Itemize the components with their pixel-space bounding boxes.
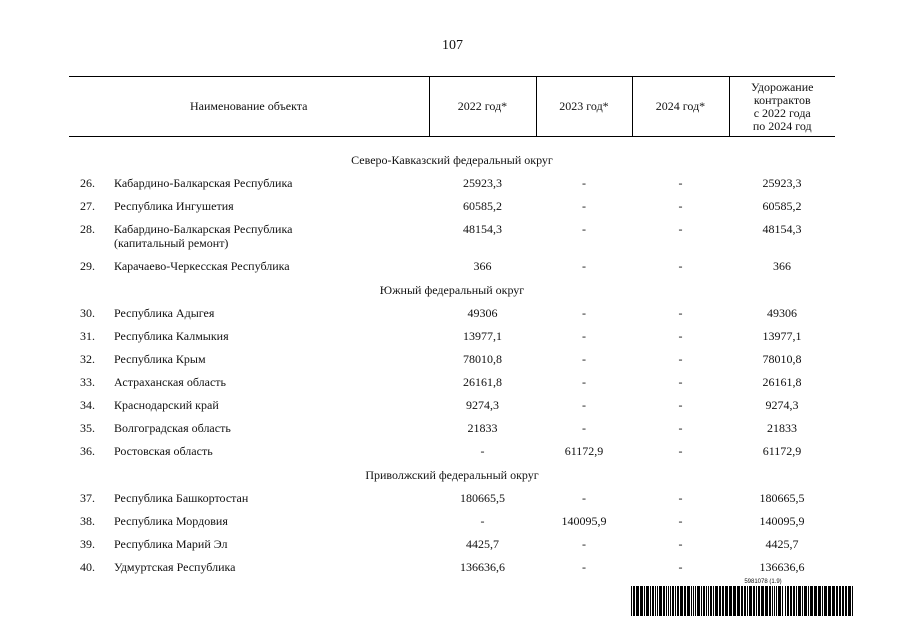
barcode-bar <box>687 586 690 616</box>
row-number: 32. <box>80 352 95 366</box>
row-number: 27. <box>80 199 95 213</box>
barcode-bar <box>680 586 683 616</box>
header-increase-line: контрактов <box>753 92 811 107</box>
barcode-bar <box>824 586 827 616</box>
value-increase: 180665,5 <box>759 491 805 505</box>
object-name-line: Карачаево-Черкесская Республика <box>114 259 290 273</box>
barcode-bar <box>684 586 686 616</box>
value-2024: - <box>678 491 683 505</box>
barcode-bar <box>633 586 635 616</box>
barcode-bar <box>744 586 746 616</box>
barcode-bar <box>659 586 662 616</box>
barcode-bar <box>657 586 658 616</box>
table-row <box>69 419 835 442</box>
barcode-bar <box>785 586 786 616</box>
value-2023: - <box>582 222 586 236</box>
barcode-bar <box>776 586 777 616</box>
table-row <box>69 512 835 535</box>
value-increase: 366 <box>773 259 791 273</box>
barcode-bar <box>769 586 771 616</box>
barcode-bar <box>848 586 851 616</box>
barcode-bar <box>782 586 783 616</box>
barcode-bar <box>691 586 692 616</box>
barcode-bar <box>828 586 831 616</box>
value-2024: - <box>678 398 683 412</box>
row-number: 40. <box>80 560 95 574</box>
object-name-line: Астраханская область <box>114 375 226 389</box>
value-2024: - <box>678 176 683 190</box>
value-2024: - <box>678 352 683 366</box>
barcode-bar <box>818 586 821 616</box>
object-name <box>110 535 429 558</box>
barcode-bar <box>729 586 732 616</box>
barcode-image <box>630 586 856 616</box>
value-2022: 78010,8 <box>463 352 502 366</box>
value-2022: 136636,6 <box>460 560 505 574</box>
value-2024: - <box>678 329 683 343</box>
region-row <box>69 150 835 174</box>
barcode-bar <box>761 586 764 616</box>
barcode-bar <box>644 586 645 616</box>
barcode-bar <box>793 586 795 616</box>
barcode-bar <box>631 586 632 616</box>
row-number: 31. <box>80 329 95 343</box>
table-row <box>69 350 835 373</box>
value-increase: 136636,6 <box>759 560 805 574</box>
row-number: 33. <box>80 375 95 389</box>
object-name-line: Республика Башкортостан <box>114 491 249 505</box>
barcode-bar <box>804 586 807 616</box>
value-2022: - <box>480 444 485 458</box>
object-name <box>110 304 429 327</box>
value-2022: 49306 <box>467 306 498 320</box>
row-number: 29. <box>80 259 95 273</box>
barcode-bar <box>749 586 752 616</box>
object-name-line: Республика Ингушетия <box>114 199 234 213</box>
row-number: 30. <box>80 306 95 320</box>
value-2024: - <box>678 199 683 213</box>
object-name <box>110 373 429 396</box>
value-increase: 25923,3 <box>762 176 802 190</box>
object-name-line: Республика Мордовия <box>114 514 228 528</box>
value-increase: 140095,9 <box>759 514 805 528</box>
value-2023: - <box>582 306 586 320</box>
header-2024: 2024 год* <box>632 77 729 137</box>
table-row <box>69 257 835 280</box>
barcode-bar <box>774 586 775 616</box>
value-2022: 60585,2 <box>463 199 502 213</box>
barcode-bar <box>675 586 676 616</box>
object-name <box>110 197 429 220</box>
value-2022: 25923,3 <box>463 176 502 190</box>
barcode-bar <box>636 586 639 616</box>
barcode-bar <box>652 586 654 616</box>
region-title: Приволжский федеральный округ <box>365 468 539 482</box>
value-2023: - <box>582 421 586 435</box>
value-2023: - <box>582 560 586 574</box>
barcode <box>630 578 856 616</box>
barcode-bar <box>772 586 773 616</box>
row-number: 28. <box>80 222 95 236</box>
contracts-table <box>69 76 835 581</box>
header-name: Наименование объекта <box>190 99 308 113</box>
object-name <box>110 396 429 419</box>
region-row <box>69 465 835 489</box>
object-name-line: Удмуртская Республика <box>114 560 236 574</box>
value-increase: 13977,1 <box>762 329 802 343</box>
object-name <box>110 220 429 257</box>
barcode-bar <box>701 586 702 616</box>
barcode-bar <box>719 586 721 616</box>
header-2022: 2022 год* <box>429 77 536 137</box>
object-name-line: (капитальный ремонт) <box>114 236 229 250</box>
value-2024: - <box>678 514 683 528</box>
barcode-label: 5981078 (1.9) <box>744 579 782 585</box>
barcode-bar <box>814 586 817 616</box>
barcode-bar <box>756 586 757 616</box>
value-2023: 61172,9 <box>564 444 604 458</box>
barcode-bar <box>753 586 755 616</box>
value-2022: 180665,5 <box>460 491 505 505</box>
barcode-bar <box>747 586 748 616</box>
table-row <box>69 489 835 512</box>
barcode-bar <box>722 586 724 616</box>
barcode-bar <box>708 586 709 616</box>
table-header <box>69 77 835 137</box>
header-spacer <box>69 137 835 151</box>
object-name-line: Кабардино-Балкарская Республика <box>114 176 293 190</box>
value-increase: 61172,9 <box>762 444 802 458</box>
barcode-bar <box>713 586 714 616</box>
row-number: 26. <box>80 176 95 190</box>
object-name-line: Республика Калмыкия <box>114 329 229 343</box>
header-increase-line: с 2022 года <box>753 105 811 120</box>
barcode-bar <box>822 586 823 616</box>
object-name <box>110 327 429 350</box>
value-increase: 60585,2 <box>762 199 802 213</box>
value-2024: - <box>678 421 683 435</box>
barcode-bar <box>832 586 835 616</box>
header-increase-line: Удорожание <box>751 79 814 94</box>
table-body <box>69 137 835 582</box>
object-name <box>110 174 429 197</box>
barcode-bar <box>703 586 705 616</box>
barcode-bar <box>741 586 743 616</box>
barcode-bar <box>695 586 696 616</box>
value-2023: - <box>582 375 586 389</box>
value-2024: - <box>678 222 683 236</box>
value-2023: - <box>582 199 586 213</box>
value-2023: - <box>582 176 586 190</box>
barcode-bar <box>666 586 667 616</box>
value-2023: - <box>582 398 586 412</box>
object-name-line: Республика Крым <box>114 352 206 366</box>
value-2024: - <box>678 537 683 551</box>
barcode-bar <box>655 586 656 616</box>
object-name <box>110 512 429 535</box>
header-increase-line: по 2024 год <box>752 118 812 133</box>
barcode-bar <box>765 586 768 616</box>
region-title: Северо-Кавказский федеральный округ <box>351 153 553 167</box>
value-2022: 4425,7 <box>466 537 499 551</box>
barcode-bar <box>706 586 707 616</box>
table-row <box>69 373 835 396</box>
table-row <box>69 304 835 327</box>
barcode-bar <box>670 586 671 616</box>
value-increase: 21833 <box>767 421 797 435</box>
value-increase: 26161,8 <box>762 375 802 389</box>
header-2023: 2023 год* <box>536 77 632 137</box>
object-name <box>110 558 429 581</box>
value-increase: 9274,3 <box>765 398 799 412</box>
value-2022: 13977,1 <box>463 329 502 343</box>
value-2022: - <box>480 514 485 528</box>
barcode-bar <box>787 586 789 616</box>
value-2024: - <box>678 375 683 389</box>
barcode-bar <box>725 586 728 616</box>
barcode-bar <box>839 586 841 616</box>
barcode-bar <box>802 586 803 616</box>
barcode-bar <box>737 586 740 616</box>
barcode-bar <box>810 586 813 616</box>
barcode-bar <box>852 586 853 616</box>
barcode-bar <box>715 586 718 616</box>
value-increase: 4425,7 <box>765 537 799 551</box>
barcode-bar <box>733 586 736 616</box>
object-name-line: Краснодарский край <box>114 398 219 412</box>
barcode-bar <box>808 586 809 616</box>
barcode-bar <box>697 586 700 616</box>
barcode-bar <box>668 586 669 616</box>
value-2024: - <box>678 306 683 320</box>
barcode-bar <box>650 586 651 616</box>
object-name <box>110 419 429 442</box>
value-2024: - <box>678 560 683 574</box>
value-2023: - <box>582 329 586 343</box>
object-name <box>110 442 429 465</box>
value-increase: 49306 <box>767 306 797 320</box>
row-number: 39. <box>80 537 95 551</box>
barcode-bar <box>778 586 781 616</box>
barcode-bar <box>796 586 797 616</box>
object-name-line: Ростовская область <box>114 444 213 458</box>
table-row <box>69 442 835 465</box>
object-name <box>110 489 429 512</box>
object-name <box>110 257 429 280</box>
table-row <box>69 174 835 197</box>
value-2022: 26161,8 <box>463 375 502 389</box>
value-2023: - <box>582 259 586 273</box>
row-number: 38. <box>80 514 95 528</box>
table-row <box>69 220 835 257</box>
value-2022: 48154,3 <box>463 222 502 236</box>
object-name-line: Республика Адыгея <box>114 306 215 320</box>
value-2022: 21833 <box>467 421 498 435</box>
object-name-line: Республика Марий Эл <box>114 537 228 551</box>
row-number: 36. <box>80 444 95 458</box>
object-name-line: Волгоградская область <box>114 421 231 435</box>
value-2023: 140095,9 <box>561 514 607 528</box>
value-2022: 366 <box>473 259 492 273</box>
value-2022: 9274,3 <box>466 398 499 412</box>
barcode-bar <box>646 586 649 616</box>
value-increase: 78010,8 <box>762 352 802 366</box>
value-2023: - <box>582 352 586 366</box>
barcode-bar <box>677 586 679 616</box>
table-row <box>69 197 835 220</box>
page-number: 107 <box>442 38 463 53</box>
barcode-bar <box>710 586 712 616</box>
barcode-bar <box>798 586 801 616</box>
header-increase <box>729 77 835 137</box>
barcode-bar <box>845 586 847 616</box>
barcode-bar <box>693 586 694 616</box>
object-name <box>110 350 429 373</box>
region-title: Южный федеральный округ <box>379 283 525 297</box>
row-number: 37. <box>80 491 95 505</box>
barcode-bar <box>836 586 838 616</box>
value-2023: - <box>582 491 586 505</box>
barcode-bar <box>663 586 665 616</box>
value-increase: 48154,3 <box>762 222 802 236</box>
barcode-bar <box>672 586 674 616</box>
row-number: 35. <box>80 421 95 435</box>
value-2023: - <box>582 537 586 551</box>
table-row <box>69 535 835 558</box>
table-row <box>69 327 835 350</box>
value-2024: - <box>678 444 683 458</box>
object-name-line: Кабардино-Балкарская Республика <box>114 222 293 236</box>
barcode-bar <box>790 586 792 616</box>
barcode-bar <box>758 586 760 616</box>
table-row <box>69 396 835 419</box>
value-2024: - <box>678 259 683 273</box>
row-number: 34. <box>80 398 95 412</box>
barcode-bar <box>640 586 643 616</box>
barcode-bar <box>842 586 844 616</box>
region-row <box>69 280 835 304</box>
